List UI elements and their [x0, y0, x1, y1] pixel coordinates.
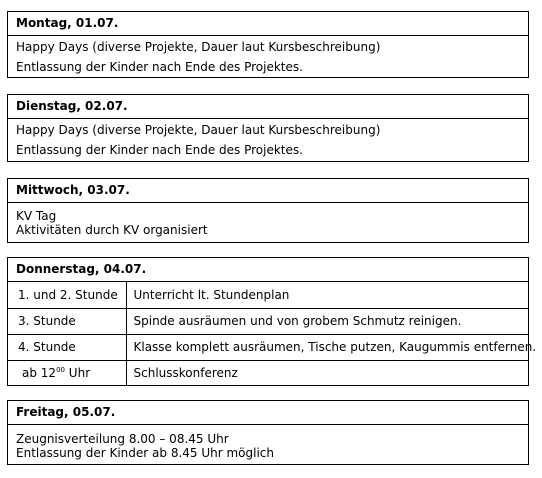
table-row — [8, 282, 528, 308]
note-line: Aktivitäten durch KV organisiert — [16, 223, 208, 237]
day-box-tuesday — [7, 94, 529, 162]
day-heading: Montag, 01.07. — [8, 12, 528, 36]
day-heading: Dienstag, 02.07. — [8, 95, 528, 119]
schedule-activity: Spinde ausräumen und von grobem Schmutz reinigen. — [126, 308, 528, 334]
note-line: Entlassung der Kinder nach Ende des Projektes. — [16, 60, 303, 74]
schedule-time: 3. Stunde — [8, 308, 126, 334]
note-line: Entlassung der Kinder nach Ende des Projektes. — [16, 143, 303, 157]
note-line: KV Tag — [16, 209, 57, 223]
day-notes — [8, 425, 528, 460]
time-suffix: Uhr — [64, 366, 91, 381]
schedule-time: 4. Stunde — [8, 334, 126, 360]
day-notes — [8, 119, 528, 160]
table-row — [8, 360, 528, 386]
table-row — [8, 334, 528, 360]
time-prefix: ab 12 — [22, 366, 57, 381]
day-heading: Freitag, 05.07. — [8, 401, 528, 425]
table-row — [8, 308, 528, 334]
day-heading: Donnerstag, 04.07. — [8, 258, 528, 282]
note-line: Happy Days (diverse Projekte, Dauer laut Kursbeschreibung) — [16, 40, 381, 54]
day-heading: Mittwoch, 03.07. — [8, 179, 528, 203]
day-box-friday — [7, 400, 529, 465]
note-line: Entlassung der Kinder ab 8.45 Uhr möglich — [16, 446, 275, 460]
day-box-thursday — [7, 257, 537, 386]
schedule-time: 1. und 2. Stunde — [8, 282, 126, 308]
time-superscript: 00 — [56, 366, 65, 375]
day-notes — [8, 36, 528, 77]
schedule-activity: Unterricht lt. Stundenplan — [126, 282, 528, 308]
note-line: Happy Days (diverse Projekte, Dauer laut Kursbeschreibung) — [16, 123, 381, 137]
schedule-activity: Klasse komplett ausräumen, Tische putzen, Kaugummis entfernen. — [126, 334, 528, 360]
schedule-time — [8, 360, 126, 386]
day-notes — [8, 203, 528, 237]
day-box-wednesday — [7, 178, 529, 243]
schedule-table — [8, 282, 537, 386]
day-box-monday — [7, 11, 529, 78]
note-line: Zeugnisverteilung 8.00 – 08.45 Uhr — [16, 432, 229, 446]
schedule-activity: Schlusskonferenz — [133, 366, 238, 381]
